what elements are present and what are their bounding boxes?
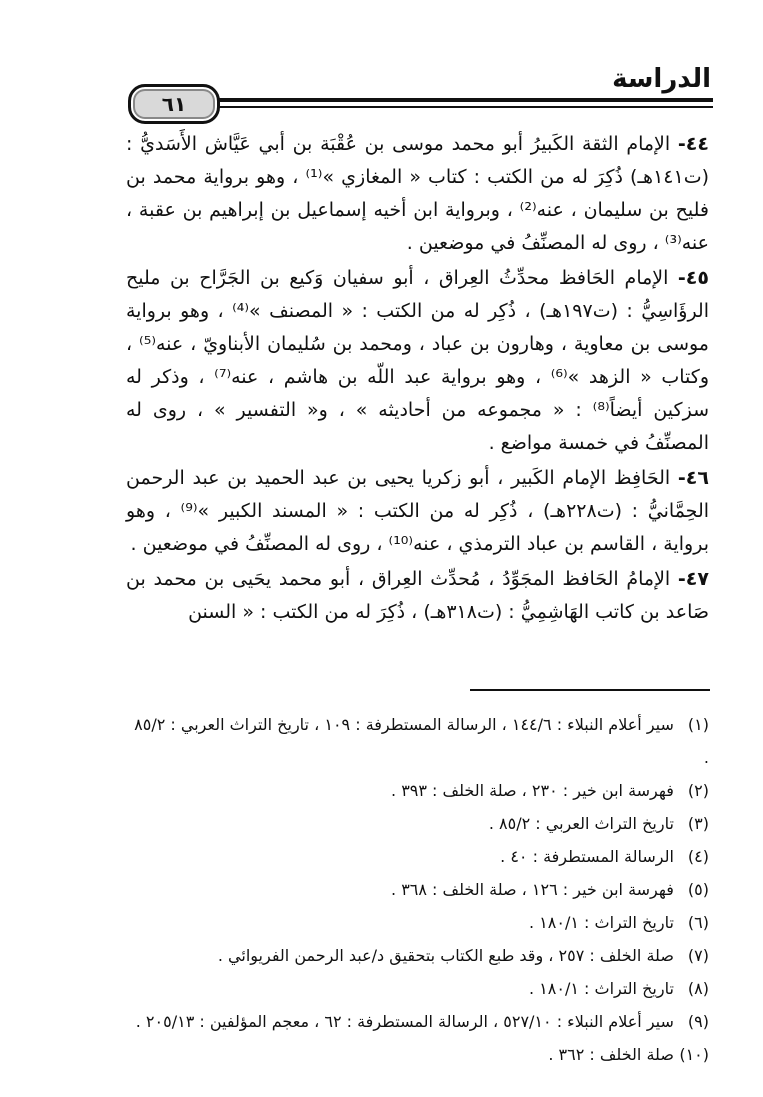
footnote: [126, 807, 709, 840]
footnote: [126, 972, 709, 1005]
footnote-text: سير أعلام النبلاء : ٥٢٧/١٠ ، الرسالة المستطرفة : ٦٢ ، معجم المؤلفين : ٢٠٥/١٣ .: [135, 1012, 674, 1031]
entry-text: الحَافِظ الإمام الكَبير ، أبو زكريا يحيى بن عبد الحميد بن عبد الرحمن الحِمَّانيُّ : (ت٢٢٨هـ) ، ذُكِر له من الكتب : « المسند الكبير »⁽⁹⁾ ، وهو برواية ، القاسم بن عباد الترمذي ، عنه⁽¹⁰⁾ ، روى له المصنِّفُ في موضعين .: [126, 467, 710, 555]
footnote-text: صلة الخلف : ٣٦٢ .: [548, 1045, 674, 1064]
footnote-number: (٤): [687, 847, 709, 866]
footnote: [126, 1005, 709, 1038]
footnote-text: تاريخ التراث : ١٨٠/١ .: [529, 979, 674, 998]
entry-text: الإمام الحَافظ محدِّثُ العِراق ، أبو سفيان وَكيع بن الجَرَّاح بن مليح الرؤَاسِيُّ : (ت١٩٧هـ) ، ذُكِر له من الكتب : « المصنف »⁽⁴⁾ ، وهو برواية موسى بن معاوية ، وهارون بن عباد ، ومحمد بن سُليمان الأبناويّ ، عنه⁽⁵⁾ ، وكتاب « الزهد »⁽⁶⁾ ، وهو برواية عبد اللّه بن هاشم ، عنه⁽⁷⁾ ، وذكر له سزكين أيضاً⁽⁸⁾ : « مجموعه من أحاديثه » ، و« التفسير » ، روى له المصنِّفُ في خمسة مواضع .: [126, 267, 709, 454]
footnote-number: (١٠): [679, 1045, 709, 1064]
footnote: [126, 906, 709, 939]
footnote-text: تاريخ التراث : ١٨٠/١ .: [529, 913, 674, 932]
footnote-number: (٨): [687, 979, 709, 998]
footnote-text: تاريخ التراث العربي : ٨٥/٢ .: [488, 814, 674, 833]
entry-45: [126, 262, 709, 460]
footnote: [126, 1038, 709, 1071]
footnote-number: (١): [687, 715, 709, 734]
header-rule-thin: [198, 106, 713, 108]
entry-text: الإمام الثقة الكَبيرُ أبو محمد موسى بن عُقْبَة بن أبي عَيَّاش الأَسَديُّ : (ت١٤١هـ) ذُكِرَ له من الكتب : كتاب « المغازي »⁽¹⁾ ، وهو برواية محمد بن فليح بن سليمان ، عنه⁽²⁾ ، وبرواية ابن أخيه إسماعيل بن إبراهيم بن عقبة ، عنه⁽³⁾ ، روى له المصنِّفُ في موضعين .: [126, 133, 709, 254]
footnote: [126, 840, 709, 873]
entry-number: ٤٦-: [677, 467, 709, 489]
entry-number: ٤٤-: [677, 133, 709, 155]
entry-number: ٤٥-: [677, 267, 709, 289]
footnote-number: (٧): [687, 946, 709, 965]
footnote-text: صلة الخلف : ٢٥٧ ، وقد طبع الكتاب بتحقيق د/عبد الرحمن الفريوائي .: [217, 946, 674, 965]
page-number-badge: [128, 84, 220, 124]
footnote-divider: [470, 689, 710, 691]
footnote-number: (٩): [687, 1012, 709, 1031]
chapter-title: الدراسة: [612, 64, 711, 94]
footnote-number: (٥): [687, 880, 709, 899]
main-text: [126, 128, 709, 631]
header-rule: [198, 98, 713, 102]
footnote: [126, 873, 709, 906]
footnote: [126, 939, 709, 972]
footnote-number: (٣): [687, 814, 709, 833]
footnote-text: سير أعلام النبلاء : ١٤٤/٦ ، الرسالة المستطرفة : ١٠٩ ، تاريخ التراث العربي : ٨٥/٢ .: [134, 715, 709, 767]
entry-44: [126, 128, 709, 260]
footnotes: [126, 708, 709, 1071]
page-header: [128, 64, 713, 124]
entry-46: [126, 462, 709, 561]
footnote-number: (٢): [687, 781, 709, 800]
footnote: [126, 708, 709, 774]
entry-text: الإمامُ الحَافظ المجَوِّدُ ، مُحدِّث العِراق ، أبو محمد يحَيى بن محمد بن صَاعد بن كاتب الهَاشِمِيُّ : (ت٣١٨هـ) ، ذُكِرَ له من الكتب : « السنن: [126, 568, 709, 623]
page-number: ٦١: [161, 92, 187, 116]
footnote: [126, 774, 709, 807]
footnote-text: فهرسة ابن خير : ١٢٦ ، صلة الخلف : ٣٦٨ .: [391, 880, 674, 899]
footnote-text: فهرسة ابن خير : ٢٣٠ ، صلة الخلف : ٣٩٣ .: [391, 781, 674, 800]
entry-number: ٤٧-: [677, 568, 709, 590]
footnote-text: الرسالة المستطرفة : ٤٠ .: [500, 847, 674, 866]
footnote-number: (٦): [687, 913, 709, 932]
entry-47: [126, 563, 709, 629]
